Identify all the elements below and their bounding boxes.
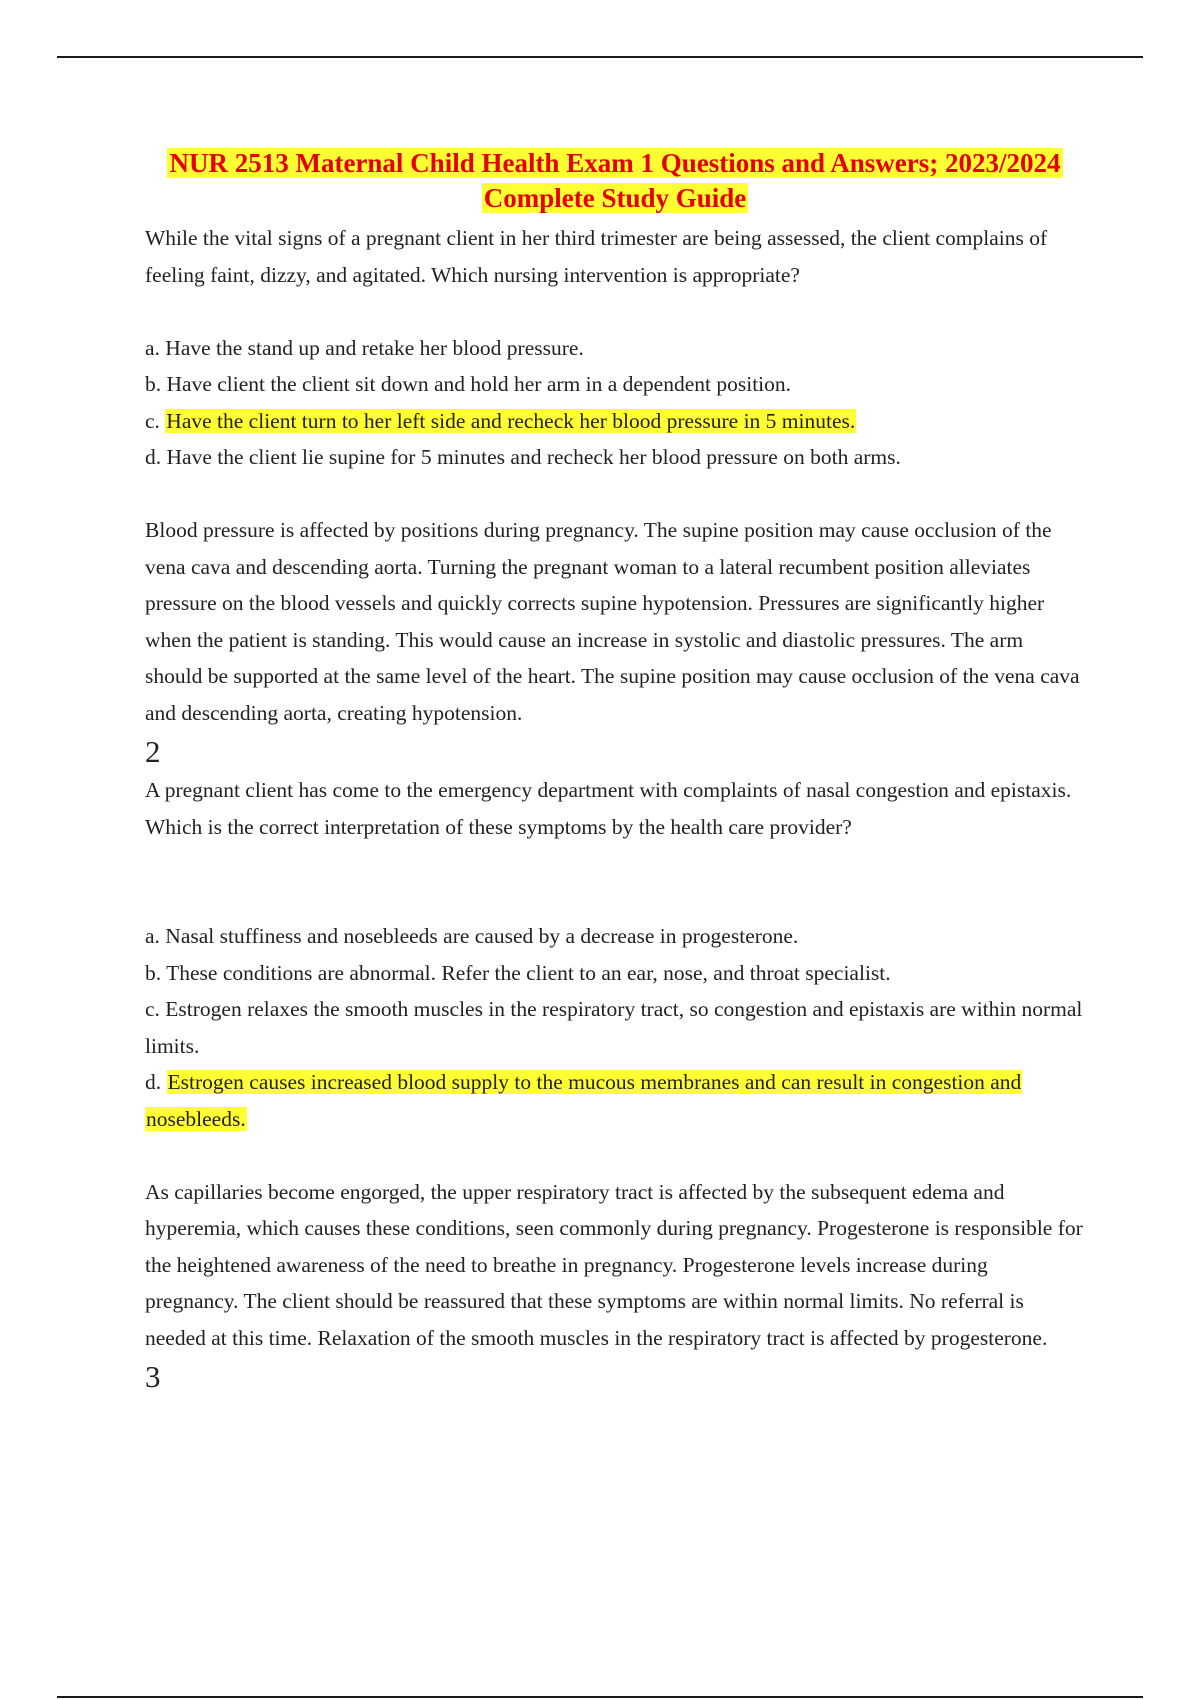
document-title <box>145 146 1085 216</box>
question-1-stem: While the vital signs of a pregnant client in her third trimester are being assessed, the client complains of feeling faint, dizzy, and agitated. Which nursing intervention is appropriate? <box>145 226 1048 287</box>
option-text: Have the stand up and retake her blood pressure. <box>165 335 584 360</box>
correct-answer-highlight: Have the client turn to her left side and recheck her blood pressure in 5 minutes. <box>166 408 856 433</box>
question-1-option-a <box>145 330 1085 367</box>
question-2-option-b <box>145 955 1085 992</box>
option-letter: b. <box>145 960 162 985</box>
option-text: Have the client lie supine for 5 minutes and recheck her blood pressure on both arms. <box>166 445 901 469</box>
spacer <box>145 293 1085 330</box>
spacer <box>145 476 1085 513</box>
option-letter: d. <box>145 1070 162 1094</box>
option-letter: b. <box>145 372 162 396</box>
question-2-option-c <box>145 991 1085 1064</box>
bottom-rule <box>57 1696 1143 1698</box>
option-letter: c. <box>145 997 160 1021</box>
option-text: Nasal stuffiness and nosebleeds are caused by a decrease in progesterone. <box>165 924 799 948</box>
question-2-rationale: As capillaries become engorged, the upper respiratory tract is affected by the subsequent edema and hyperemia, which causes these conditions, seen commonly during pregnancy. Progesterone is responsible for the heightened awareness of the need to breathe in pregnancy. Progesterone levels increase during pregnancy. The client should be reassured that these symptoms are within normal limits. No referral is needed at this time. Relaxation of the smooth muscles in the respiratory tract is affected by progesterone. <box>145 1179 1083 1350</box>
question-1-option-c-correct <box>145 403 1085 440</box>
question-2-option-a <box>145 918 1085 955</box>
document-body <box>145 146 1085 1397</box>
spacer <box>145 845 1085 918</box>
question-1-option-d <box>145 439 1085 476</box>
title-highlight: NUR 2513 Maternal Child Health Exam 1 Questions and Answers; 2023/2024 Complete Study Guide <box>169 148 1061 213</box>
option-text: Estrogen relaxes the smooth muscles in the respiratory tract, so congestion and epistaxis are within normal limits. <box>145 997 1083 1058</box>
option-letter: a. <box>145 335 160 360</box>
option-text: Have client the client sit down and hold her arm in a dependent position. <box>166 372 792 396</box>
correct-answer-highlight: Estrogen causes increased blood supply to the mucous membranes and can result in congestion and nosebleeds. <box>146 1070 1022 1131</box>
question-2-stem: A pregnant client has come to the emergency department with complaints of nasal congestion and epistaxis. Which is the correct interpretation of these symptoms by the health care provider? <box>145 778 1072 839</box>
question-1-rationale: Blood pressure is affected by positions during pregnancy. The supine position may cause occlusion of the vena cava and descending aorta. Turning the pregnant woman to a lateral recumbent position alleviates pressure on the blood vessels and quickly corrects supine hypotension. Pressures are significantly higher when the patient is standing. This would cause an increase in systolic and diastolic pressures. The arm should be supported at the same level of the heart. The supine position may cause occlusion of the vena cava and descending aorta, creating hypotension. <box>145 518 1080 725</box>
spacer <box>145 1137 1085 1174</box>
option-letter: d. <box>145 445 162 469</box>
option-letter: c. <box>145 408 160 433</box>
question-2-number: 2 <box>145 734 161 769</box>
question-2-option-d-correct <box>145 1064 1085 1137</box>
question-3-number: 3 <box>145 1359 161 1394</box>
question-1-option-b <box>145 366 1085 403</box>
option-letter: a. <box>145 924 160 948</box>
option-text: These conditions are abnormal. Refer the client to an ear, nose, and throat specialist. <box>166 960 891 985</box>
top-rule <box>57 56 1143 58</box>
